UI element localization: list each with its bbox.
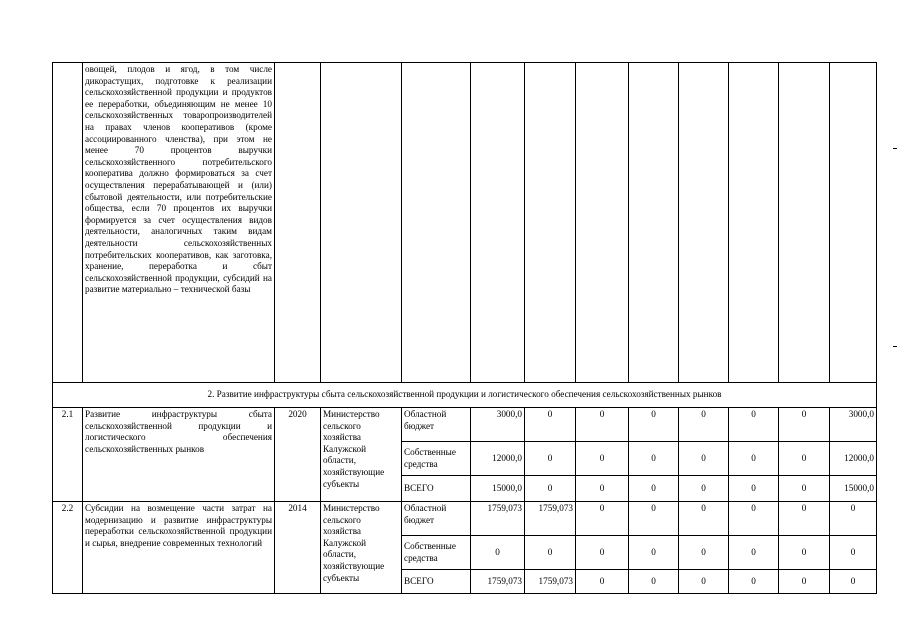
value-cell: 0 <box>779 442 830 476</box>
continuation-text: овощей, плодов и ягод, в том числе дикорастущих, подготовке к реализации сельскохозяйственной продукции и продуктов ее переработки, объединяющим не менее 10 сельскохозяйственных товаропроизводителей на правах членов кооперативов (кроме ассоциированного членства), при этом не менее 70 процентов выручки сельскохозяйственного потребительского кооператива должно формироваться за счет осуществления перерабатывающей и (или) сбытовой деятельности, или потребительские общества, если 70 процентов их выручки формируется за счет осуществления видов деятельности, аналогичных таким видам деятельности сельскохозяйственных потребительских кооперативов, как заготовка, хранение, переработка и сбыт сельскохозяйственной продукции, субсидий на развитие материально – технической базы <box>83 63 275 383</box>
value-cell: 0 <box>576 536 629 570</box>
section-title: 2. Развитие инфраструктуры сбыта сельскохозяйственной продукции и логистического обеспечения сельскохозяйственных рынков <box>53 383 877 408</box>
value-cell: 0 <box>679 570 729 594</box>
value-cell: 0 <box>525 408 576 442</box>
cont-num-cell <box>53 63 83 383</box>
value-cell: 12000,0 <box>471 442 525 476</box>
value-cell: 0 <box>729 442 779 476</box>
table-row <box>53 408 877 442</box>
value-cell: 0 <box>629 408 679 442</box>
scan-mark <box>893 148 897 149</box>
source-label: Собственные средства <box>402 536 471 570</box>
value-cell: 0 <box>830 536 877 570</box>
value-cell: 0 <box>471 536 525 570</box>
value-cell: 0 <box>629 536 679 570</box>
value-cell: 0 <box>629 476 679 502</box>
value-cell: 0 <box>679 536 729 570</box>
source-label: ВСЕГО <box>402 476 471 502</box>
value-cell: 1759,073 <box>471 502 525 536</box>
executor-cell: Министерство сельского хозяйства Калужской области, хозяйствующие субъекты <box>321 502 402 594</box>
value-cell: 0 <box>576 570 629 594</box>
value-cell: 0 <box>729 408 779 442</box>
value-cell: 0 <box>729 476 779 502</box>
value-cell: 0 <box>525 476 576 502</box>
value-cell: 0 <box>576 476 629 502</box>
value-cell: 0 <box>729 570 779 594</box>
year-cell: 2020 <box>275 408 321 502</box>
activity-name: Субсидии на возмещение части затрат на модернизацию и развитие инфраструктуры переработки сельскохозяйственной продукции и сырья, внедрение современных технологий <box>83 502 275 594</box>
table-row <box>53 502 877 536</box>
value-cell: 0 <box>629 502 679 536</box>
value-cell: 0 <box>779 408 830 442</box>
year-cell: 2014 <box>275 502 321 594</box>
value-cell: 0 <box>679 476 729 502</box>
executor-cell: Министерство сельского хозяйства Калужской области, хозяйствующие субъекты <box>321 408 402 502</box>
continuation-row <box>53 63 877 383</box>
row-number: 2.1 <box>53 408 83 502</box>
value-cell: 0 <box>679 502 729 536</box>
value-cell: 15000,0 <box>471 476 525 502</box>
source-label: Областной бюджет <box>402 502 471 536</box>
value-cell: 1759,073 <box>525 570 576 594</box>
row-number: 2.2 <box>53 502 83 594</box>
value-cell: 0 <box>576 502 629 536</box>
value-cell: 0 <box>729 502 779 536</box>
value-cell: 12000,0 <box>830 442 877 476</box>
value-cell: 0 <box>525 536 576 570</box>
value-cell: 0 <box>576 408 629 442</box>
value-cell: 0 <box>830 502 877 536</box>
value-cell: 0 <box>779 476 830 502</box>
value-cell: 0 <box>779 536 830 570</box>
value-cell: 3000,0 <box>471 408 525 442</box>
scan-mark <box>893 346 897 347</box>
value-cell: 0 <box>679 408 729 442</box>
value-cell: 0 <box>830 570 877 594</box>
activity-name: Развитие инфраструктуры сбыта сельскохозяйственной продукции и логистического обеспечения сельскохозяйственных рынков <box>83 408 275 502</box>
value-cell: 1759,073 <box>471 570 525 594</box>
source-label: Собственные средства <box>402 442 471 476</box>
value-cell: 0 <box>629 442 679 476</box>
value-cell: 1759,073 <box>525 502 576 536</box>
source-label: ВСЕГО <box>402 570 471 594</box>
value-cell: 0 <box>729 536 779 570</box>
value-cell: 0 <box>576 442 629 476</box>
value-cell: 3000,0 <box>830 408 877 442</box>
section-header-row <box>53 383 877 408</box>
value-cell: 0 <box>679 442 729 476</box>
value-cell: 0 <box>779 502 830 536</box>
value-cell: 0 <box>629 570 679 594</box>
value-cell: 15000,0 <box>830 476 877 502</box>
value-cell: 0 <box>525 442 576 476</box>
value-cell: 0 <box>779 570 830 594</box>
source-label: Областной бюджет <box>402 408 471 442</box>
program-table <box>52 62 877 594</box>
